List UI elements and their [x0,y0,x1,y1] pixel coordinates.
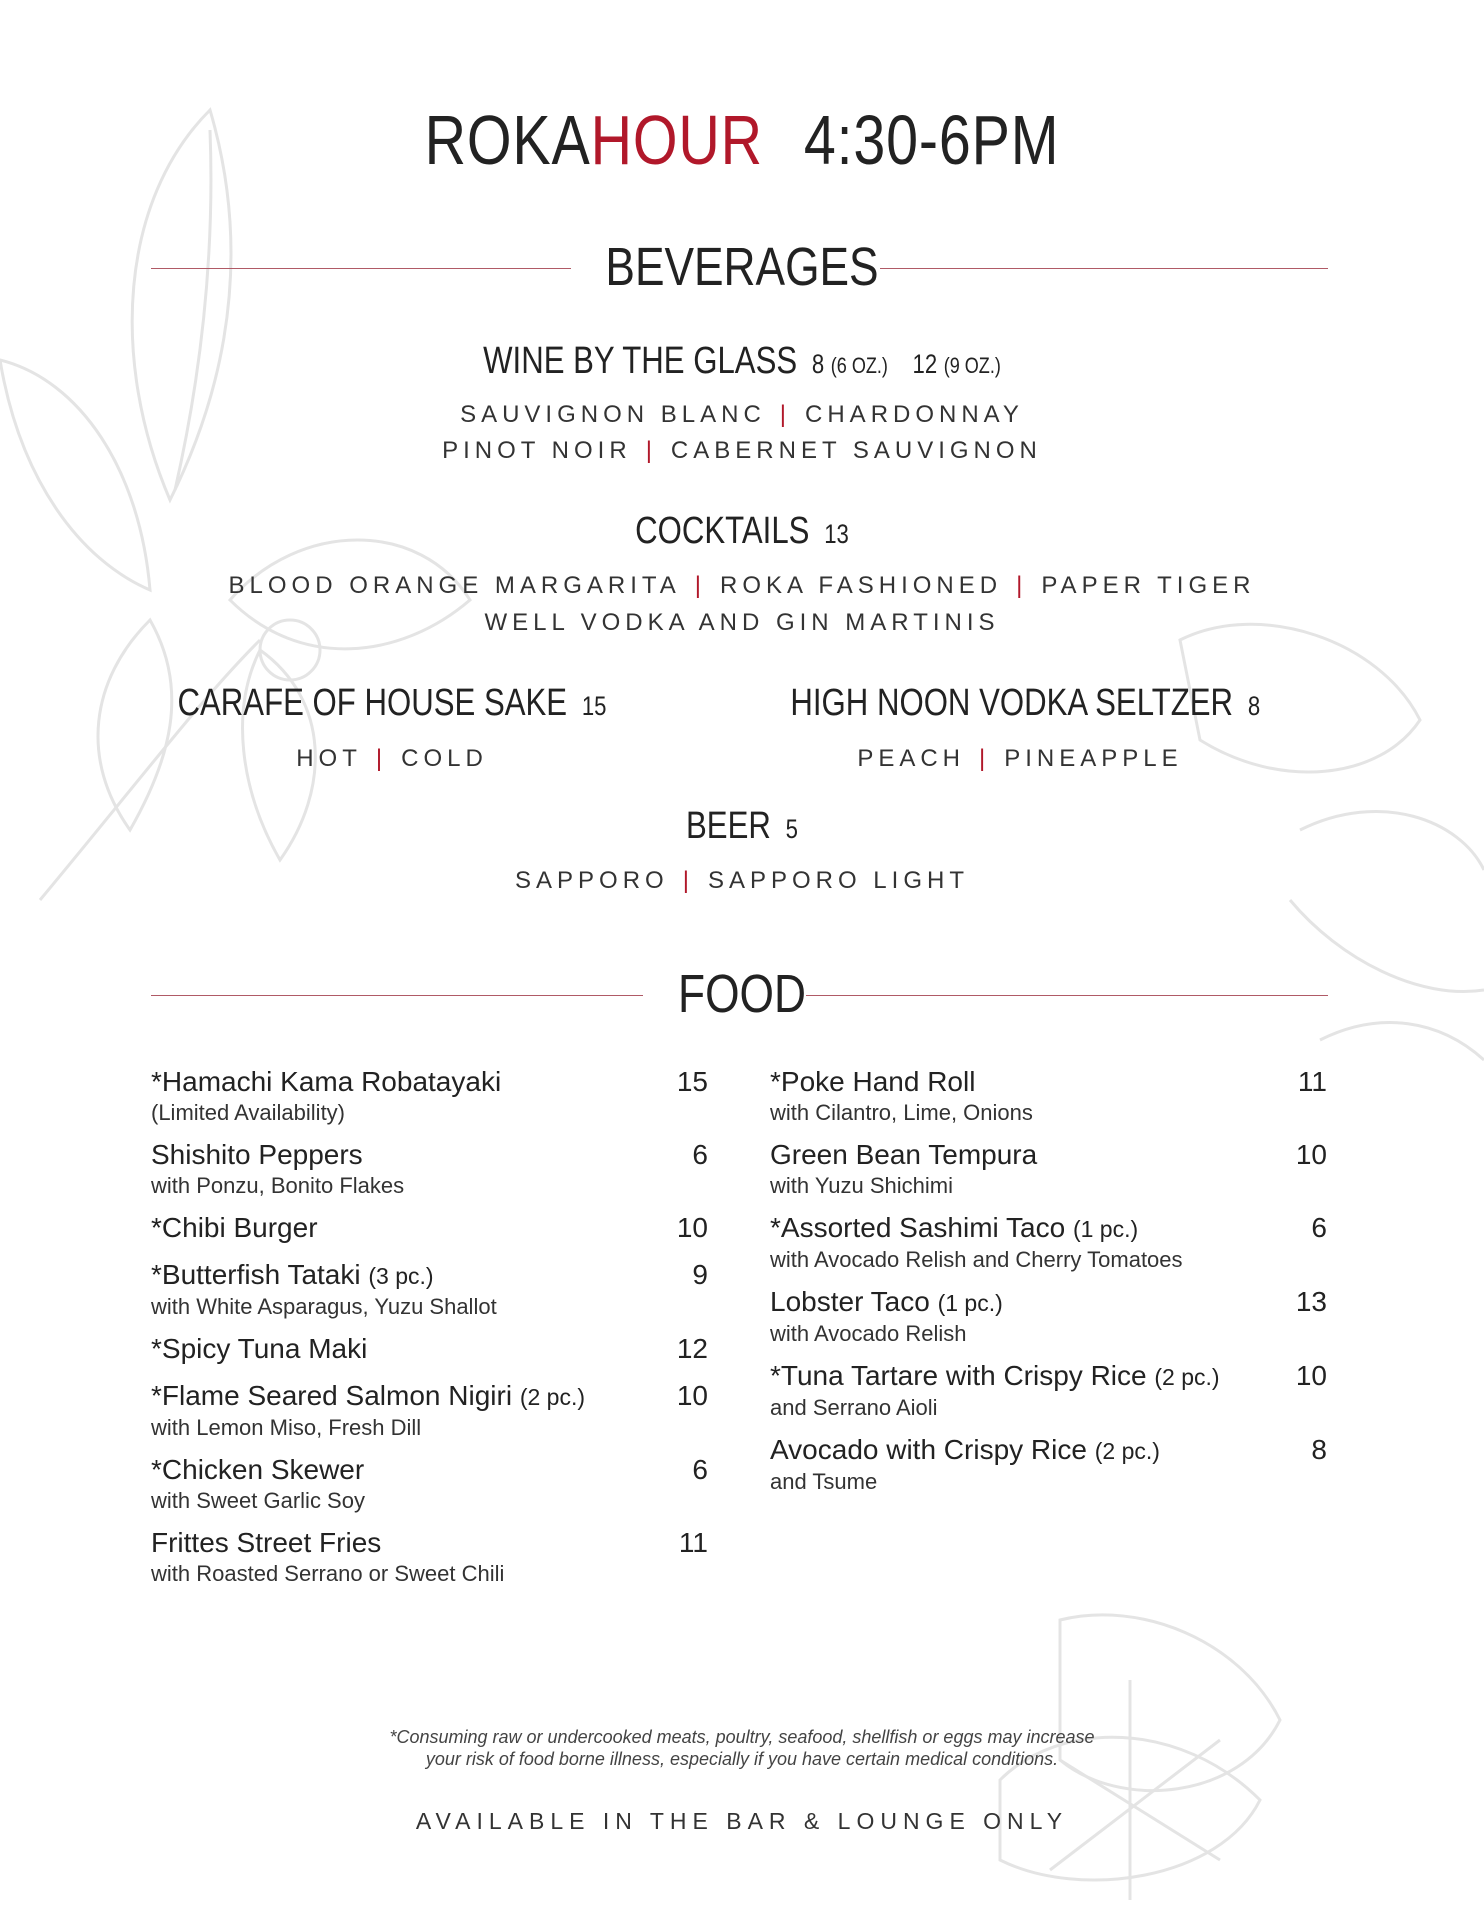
item-name: Green Bean Tempura [770,1139,1038,1170]
item-name: Lobster Taco [770,1286,930,1317]
item-desc: and Serrano Aioli [770,1395,938,1420]
wine-list-line2: PINOT NOIR | CABERNET SAUVIGNON [442,437,1042,464]
food-column-left [151,1064,708,1598]
item-desc: with Ponzu, Bonito Flakes [151,1173,405,1198]
menu-item [151,1452,708,1514]
item-qty: (1 pc.) [1072,1216,1139,1242]
beer-options: SAPPORO | SAPPORO LIGHT [515,867,969,894]
item-name: *Flame Seared Salmon Nigiri [151,1380,513,1411]
item-name: *Spicy Tuna Maki [151,1333,368,1364]
seltzer-option: PEACH [857,745,966,772]
item-price: 6 [692,1139,708,1170]
item-name: *Tuna Tartare with Crispy Rice [770,1360,1147,1391]
menu-item [770,1137,1327,1199]
disclaimer-line: your risk of food borne illness, especially if you have certain medical conditions. [425,1749,1059,1769]
item-desc: with Lemon Miso, Fresh Dill [151,1415,422,1440]
wine-price-6oz: 8 [811,349,825,379]
item-name: *Chibi Burger [151,1212,318,1243]
item-desc: with Sweet Garlic Soy [151,1488,365,1513]
item-qty: (2 pc.) [1094,1438,1160,1464]
wine-size-9oz: (9 OZ.) [943,353,1001,378]
availability-note: AVAILABLE IN THE BAR & LOUNGE ONLY [415,1808,1069,1834]
title-brand: ROKA [424,101,591,179]
item-price: 11 [1297,1066,1327,1097]
sake-name: CARAFE OF HOUSE SAKE [177,682,568,724]
cocktails-list-line1: BLOOD ORANGE MARGARITA | ROKA FASHIONED | PAPER TIGER [228,572,1256,599]
item-price: 10 [676,1212,708,1243]
item-desc: with Avocado Relish [770,1321,967,1346]
item-name: Frittes Street Fries [151,1527,382,1558]
wine-price-9oz: 12 [912,349,938,379]
beer-option: SAPPORO [515,867,669,894]
menu-item [151,1257,708,1320]
beer-name: BEER [686,805,771,847]
seltzer-options: PEACH | PINEAPPLE [857,745,1183,772]
item-price: 10 [1295,1139,1327,1170]
disclaimer-line: *Consuming raw or undercooked meats, poultry, seafood, shellfish or eggs may increase [389,1727,1095,1747]
item-price: 11 [678,1527,708,1558]
menu-item [151,1064,708,1126]
sake-option: COLD [401,745,488,772]
wine-size-6oz: (6 OZ.) [830,353,888,378]
item-price: 8 [1311,1434,1327,1465]
seltzer-name: HIGH NOON VODKA SELTZER [790,682,1234,724]
wine-option: CHARDONNAY [805,401,1024,428]
item-qty: (1 pc.) [937,1290,1003,1316]
beer-heading [134,805,1351,848]
cocktails-heading [134,510,1351,553]
sake-heading [162,682,621,725]
cocktail-option: ROKA FASHIONED [720,572,1003,599]
health-disclaimer [0,1726,1484,1770]
menu-item [151,1378,708,1441]
item-price: 13 [1295,1286,1327,1317]
item-name: *Assorted Sashimi Taco [770,1212,1066,1243]
menu-item [151,1210,708,1246]
sake-price: 15 [581,691,607,721]
cocktails-price: 13 [824,519,849,549]
cocktails-name: COCKTAILS [635,510,810,552]
cocktails-list-line2: WELL VODKA AND GIN MARTINIS [484,609,1000,636]
menu-item [151,1331,708,1367]
wine-list-line1: SAUVIGNON BLANC | CHARDONNAY [460,401,1024,428]
beer-price: 5 [785,814,798,844]
item-desc: with White Asparagus, Yuzu Shallot [151,1294,497,1319]
menu-item [770,1064,1327,1126]
item-name: Shishito Peppers [151,1139,363,1170]
item-qty: (2 pc.) [1154,1364,1220,1390]
menu-item [770,1358,1327,1421]
title-time: 4:30-6PM [803,101,1060,179]
item-qty: (2 pc.) [519,1384,586,1410]
item-price: 15 [676,1066,708,1097]
food-column-right [770,1064,1327,1506]
menu-item [151,1137,708,1199]
wine-option: SAUVIGNON BLANC [460,401,766,428]
menu-item [770,1432,1327,1495]
beer-option: SAPPORO LIGHT [707,867,969,894]
item-desc: (Limited Availability) [151,1100,346,1125]
menu-item [770,1284,1327,1347]
beverages-heading: BEVERAGES [605,237,879,297]
item-desc: and Tsume [770,1469,878,1494]
item-name: *Poke Hand Roll [770,1066,976,1097]
wine-option: PINOT NOIR [442,437,632,464]
cocktail-option: BLOOD ORANGE MARGARITA [228,572,681,599]
item-price: 6 [692,1454,708,1485]
title-accent: HOUR [590,101,763,179]
seltzer-price: 8 [1247,691,1261,721]
seltzer-option: PINEAPPLE [1004,745,1183,772]
item-desc: with Avocado Relish and Cherry Tomatoes [770,1247,1183,1272]
wine-option: CABERNET SAUVIGNON [670,437,1042,464]
seltzer-heading [790,682,1261,725]
item-name: Avocado with Crispy Rice [770,1434,1087,1465]
page-title [134,100,1351,180]
item-desc: with Yuzu Shichimi [770,1173,954,1198]
menu-item [770,1210,1327,1273]
item-qty: (3 pc.) [368,1263,434,1289]
wine-name: WINE BY THE GLASS [483,340,798,382]
item-name: *Hamachi Kama Robatayaki [151,1066,502,1097]
cocktail-option: PAPER TIGER [1041,572,1256,599]
item-price: 6 [1311,1212,1327,1243]
item-name: *Chicken Skewer [151,1454,365,1485]
item-desc: with Cilantro, Lime, Onions [770,1100,1033,1125]
item-price: 9 [692,1259,708,1290]
sake-option: HOT [296,745,362,772]
wine-heading [134,340,1351,383]
item-price: 12 [676,1333,708,1364]
sake-options: HOT | COLD [296,745,488,772]
item-desc: with Roasted Serrano or Sweet Chili [151,1561,505,1586]
menu-item [151,1525,708,1587]
item-name: *Butterfish Tataki [151,1259,361,1290]
item-price: 10 [1295,1360,1327,1391]
food-heading: FOOD [678,964,806,1024]
item-price: 10 [676,1380,708,1411]
